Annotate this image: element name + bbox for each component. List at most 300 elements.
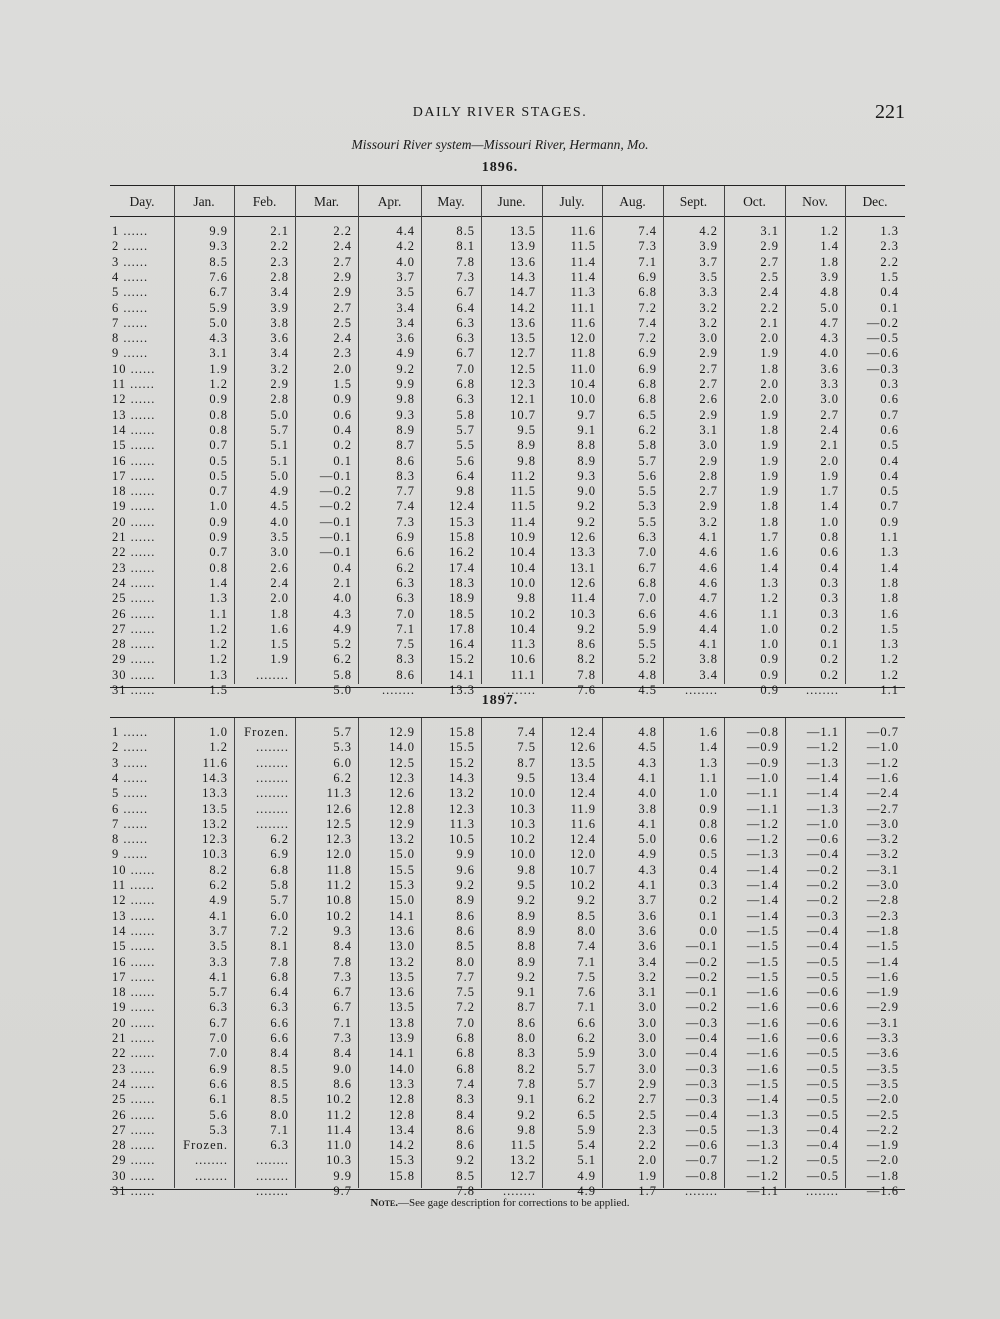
- value-cell: 6.2: [577, 1092, 596, 1107]
- value-cell: Frozen.: [244, 725, 289, 739]
- value-cell: —0.5: [806, 1153, 839, 1168]
- value-cell: 1.8: [270, 606, 289, 621]
- value-cell: 5.2: [638, 652, 657, 667]
- value-cell: ........: [256, 786, 289, 801]
- value-cell: 4.9: [577, 1184, 596, 1198]
- day-cell: 15 ......: [112, 438, 156, 453]
- value-cell: —1.4: [746, 893, 779, 908]
- value-cell: 0.7: [209, 484, 228, 499]
- value-cell: 8.5: [577, 908, 596, 923]
- value-cell: —1.2: [746, 1168, 779, 1183]
- value-cell: 3.7: [209, 923, 228, 938]
- value-cell: —1.4: [746, 1092, 779, 1107]
- day-cell: 10 ......: [112, 862, 156, 877]
- table-row: [0, 1046, 1000, 1061]
- value-cell: 17.4: [449, 560, 475, 575]
- value-cell: 6.7: [209, 285, 228, 300]
- value-cell: —1.4: [746, 878, 779, 892]
- value-cell: 2.1: [270, 224, 289, 238]
- value-cell: 1.5: [880, 621, 899, 636]
- table-row: [0, 1108, 1000, 1123]
- value-cell: 0.9: [880, 514, 899, 529]
- value-cell: —0.8: [746, 725, 779, 739]
- value-cell: 9.5: [517, 770, 536, 785]
- value-cell: —0.5: [806, 1076, 839, 1091]
- value-cell: 8.6: [456, 1122, 475, 1137]
- value-cell: 15.0: [389, 847, 415, 862]
- table-row: [0, 832, 1000, 847]
- value-cell: ........: [256, 667, 289, 682]
- value-cell: 2.7: [333, 254, 352, 269]
- value-cell: 12.4: [449, 499, 475, 514]
- table-row: [0, 499, 1000, 514]
- day-cell: 17 ......: [112, 969, 156, 984]
- value-cell: 4.2: [699, 224, 718, 238]
- value-cell: 3.0: [820, 392, 839, 407]
- day-cell: 16 ......: [112, 954, 156, 969]
- value-cell: 4.1: [209, 908, 228, 923]
- value-cell: 1.3: [209, 667, 228, 682]
- value-cell: —0.5: [806, 1092, 839, 1107]
- value-cell: 6.8: [270, 862, 289, 877]
- value-cell: 2.9: [333, 285, 352, 300]
- value-cell: 5.0: [270, 468, 289, 483]
- value-cell: 8.0: [577, 923, 596, 938]
- value-cell: 13.2: [389, 832, 415, 847]
- value-cell: 13.5: [389, 1000, 415, 1015]
- value-cell: 11.9: [570, 801, 596, 816]
- value-cell: 1.4: [760, 560, 779, 575]
- value-cell: 4.3: [820, 331, 839, 346]
- value-cell: ........: [685, 683, 718, 697]
- table-row: [0, 607, 1000, 622]
- value-cell: 10.0: [510, 786, 536, 801]
- value-cell: 12.0: [570, 847, 596, 862]
- value-cell: 8.5: [270, 1092, 289, 1107]
- value-cell: 12.7: [510, 346, 536, 361]
- value-cell: 3.8: [638, 801, 657, 816]
- value-cell: 7.5: [577, 969, 596, 984]
- table-row: [0, 970, 1000, 985]
- value-cell: 2.4: [333, 239, 352, 254]
- value-cell: 9.9: [209, 224, 228, 238]
- value-cell: 0.8: [209, 422, 228, 437]
- value-cell: 0.6: [880, 392, 899, 407]
- table-row: [0, 377, 1000, 392]
- value-cell: ........: [806, 1184, 839, 1198]
- value-cell: 7.7: [396, 484, 415, 499]
- value-cell: 7.4: [456, 1076, 475, 1091]
- value-cell: ........: [256, 755, 289, 770]
- value-cell: 4.3: [638, 862, 657, 877]
- value-cell: 8.6: [456, 1138, 475, 1153]
- day-cell: 31 ......: [112, 683, 156, 697]
- day-cell: 13 ......: [112, 407, 156, 422]
- day-cell: 30 ......: [112, 1168, 156, 1183]
- value-cell: 5.7: [333, 725, 352, 739]
- value-cell: 6.9: [209, 1061, 228, 1076]
- value-cell: 6.0: [333, 755, 352, 770]
- value-cell: 1.4: [699, 740, 718, 755]
- table-row: [0, 924, 1000, 939]
- value-cell: 1.0: [820, 514, 839, 529]
- table-row: [0, 955, 1000, 970]
- day-cell: 3 ......: [112, 755, 149, 770]
- value-cell: —1.4: [866, 954, 899, 969]
- value-cell: —1.2: [866, 755, 899, 770]
- value-cell: 2.1: [820, 438, 839, 453]
- value-cell: 9.0: [577, 484, 596, 499]
- running-title: DAILY RIVER STAGES.: [412, 105, 588, 120]
- value-cell: 10.7: [510, 407, 536, 422]
- value-cell: 5.7: [577, 1076, 596, 1091]
- value-cell: 8.7: [517, 1000, 536, 1015]
- value-cell: 9.3: [577, 468, 596, 483]
- day-cell: 13 ......: [112, 908, 156, 923]
- day-cell: 3 ......: [112, 254, 149, 269]
- value-cell: —2.8: [866, 893, 899, 908]
- value-cell: —0.3: [806, 908, 839, 923]
- value-cell: 2.1: [760, 315, 779, 330]
- value-cell: 13.2: [389, 954, 415, 969]
- value-cell: ........: [685, 1184, 718, 1198]
- value-cell: 1.3: [699, 755, 718, 770]
- value-cell: 3.2: [638, 969, 657, 984]
- day-cell: 9 ......: [112, 847, 149, 862]
- value-cell: —1.0: [866, 740, 899, 755]
- value-cell: 3.4: [396, 315, 415, 330]
- value-cell: —1.6: [746, 985, 779, 1000]
- value-cell: 1.2: [209, 621, 228, 636]
- value-cell: 1.9: [209, 361, 228, 376]
- value-cell: 6.6: [396, 545, 415, 560]
- value-cell: 1.3: [880, 545, 899, 560]
- value-cell: 2.9: [699, 407, 718, 422]
- value-cell: 9.6: [456, 862, 475, 877]
- value-cell: 4.8: [638, 725, 657, 739]
- value-cell: —0.4: [685, 1031, 718, 1045]
- value-cell: 5.9: [577, 1046, 596, 1061]
- table-row: [0, 1153, 1000, 1168]
- value-cell: 9.2: [577, 499, 596, 514]
- value-cell: —1.6: [746, 1015, 779, 1030]
- value-cell: —0.1: [319, 514, 352, 529]
- value-cell: —0.4: [806, 939, 839, 954]
- table-row: [0, 622, 1000, 637]
- value-cell: 3.6: [270, 331, 289, 346]
- value-cell: 9.5: [517, 878, 536, 892]
- value-cell: 0.9: [760, 667, 779, 682]
- column-header: July.: [559, 194, 585, 209]
- value-cell: —0.7: [685, 1153, 718, 1168]
- value-cell: ........: [256, 1184, 289, 1198]
- value-cell: Frozen.: [183, 1138, 228, 1153]
- day-cell: 14 ......: [112, 923, 156, 938]
- value-cell: 3.7: [396, 269, 415, 284]
- value-cell: 6.8: [638, 392, 657, 407]
- value-cell: 6.4: [270, 985, 289, 1000]
- value-cell: 1.5: [333, 377, 352, 391]
- value-cell: ........: [382, 683, 415, 697]
- table-row: [0, 545, 1000, 560]
- value-cell: 7.4: [638, 315, 657, 330]
- value-cell: —2.4: [866, 786, 899, 801]
- day-cell: 16 ......: [112, 453, 156, 468]
- value-cell: 10.2: [510, 832, 536, 847]
- value-cell: 9.8: [517, 1122, 536, 1137]
- value-cell: —1.2: [746, 1153, 779, 1168]
- year-1896-heading: 1896.: [481, 160, 519, 175]
- table-row: [0, 1123, 1000, 1138]
- value-cell: 7.5: [456, 985, 475, 1000]
- value-cell: 5.1: [577, 1153, 596, 1168]
- day-cell: 6 ......: [112, 801, 149, 816]
- value-cell: 8.0: [456, 954, 475, 969]
- value-cell: 9.2: [517, 1107, 536, 1122]
- value-cell: 5.2: [333, 637, 352, 652]
- value-cell: 14.3: [510, 269, 536, 284]
- value-cell: 10.9: [510, 530, 536, 544]
- value-cell: 7.4: [577, 939, 596, 954]
- value-cell: 7.5: [517, 740, 536, 755]
- value-cell: 7.1: [396, 621, 415, 636]
- value-cell: 8.9: [517, 954, 536, 969]
- value-cell: —1.6: [866, 969, 899, 984]
- value-cell: 9.1: [517, 1092, 536, 1107]
- value-cell: 9.8: [456, 484, 475, 499]
- value-cell: 10.3: [570, 606, 596, 621]
- value-cell: 1.0: [209, 725, 228, 739]
- value-cell: 7.0: [638, 591, 657, 606]
- table-row: [0, 362, 1000, 377]
- table-row: [0, 878, 1000, 893]
- value-cell: 14.0: [389, 740, 415, 755]
- value-cell: 10.2: [570, 878, 596, 892]
- value-cell: 1.4: [880, 560, 899, 575]
- value-cell: 3.4: [638, 954, 657, 969]
- value-cell: —0.3: [685, 1061, 718, 1076]
- value-cell: 0.9: [209, 530, 228, 544]
- day-cell: 29 ......: [112, 1153, 156, 1168]
- value-cell: 10.0: [570, 392, 596, 407]
- value-cell: —2.5: [866, 1107, 899, 1122]
- value-cell: 8.1: [270, 939, 289, 954]
- value-cell: 12.6: [570, 530, 596, 544]
- value-cell: 11.4: [326, 1122, 352, 1137]
- value-cell: 1.8: [760, 499, 779, 514]
- value-cell: 8.4: [333, 939, 352, 954]
- day-cell: 30 ......: [112, 667, 156, 682]
- value-cell: 8.2: [209, 862, 228, 877]
- value-cell: 8.0: [270, 1107, 289, 1122]
- value-cell: 13.5: [202, 801, 228, 816]
- day-cell: 6 ......: [112, 300, 149, 315]
- value-cell: —1.5: [746, 954, 779, 969]
- value-cell: 7.1: [638, 254, 657, 269]
- value-cell: 5.7: [270, 422, 289, 437]
- value-cell: —1.1: [746, 1184, 779, 1198]
- column-header: Sept.: [679, 194, 708, 209]
- value-cell: 1.2: [760, 591, 779, 606]
- table-row: [0, 408, 1000, 423]
- value-cell: 1.9: [638, 1168, 657, 1183]
- value-cell: 4.1: [699, 530, 718, 544]
- value-cell: —0.6: [806, 832, 839, 847]
- value-cell: 0.3: [820, 606, 839, 621]
- day-cell: 11 ......: [112, 377, 155, 391]
- value-cell: —3.1: [866, 1015, 899, 1030]
- value-cell: 12.9: [389, 725, 415, 739]
- value-cell: 2.0: [333, 361, 352, 376]
- value-cell: 0.8: [209, 560, 228, 575]
- value-cell: 3.9: [820, 269, 839, 284]
- table-row: [0, 316, 1000, 331]
- value-cell: 4.9: [333, 621, 352, 636]
- day-cell: 7 ......: [112, 816, 149, 831]
- value-cell: 6.8: [456, 377, 475, 391]
- day-cell: 12 ......: [112, 392, 156, 407]
- value-cell: 6.8: [638, 377, 657, 391]
- value-cell: 1.9: [760, 346, 779, 361]
- value-cell: 16.2: [449, 545, 475, 560]
- value-cell: 14.2: [389, 1138, 415, 1153]
- value-cell: 2.9: [333, 269, 352, 284]
- value-cell: 1.6: [270, 621, 289, 636]
- value-cell: 13.1: [570, 560, 596, 575]
- day-cell: 1 ......: [112, 224, 149, 238]
- value-cell: 6.8: [638, 575, 657, 590]
- value-cell: —1.6: [746, 1000, 779, 1015]
- day-cell: 25 ......: [112, 591, 156, 606]
- value-cell: 0.9: [760, 652, 779, 667]
- value-cell: 9.9: [333, 1168, 352, 1183]
- value-cell: 15.2: [449, 755, 475, 770]
- value-cell: 11.0: [570, 361, 596, 376]
- day-cell: 12 ......: [112, 893, 156, 908]
- day-cell: 18 ......: [112, 985, 156, 1000]
- value-cell: 1.8: [880, 591, 899, 606]
- value-cell: 0.9: [333, 392, 352, 407]
- value-cell: 2.8: [270, 392, 289, 407]
- value-cell: 13.4: [389, 1122, 415, 1137]
- value-cell: 5.8: [270, 878, 289, 892]
- value-cell: 3.3: [820, 377, 839, 391]
- value-cell: 1.3: [760, 575, 779, 590]
- value-cell: 1.2: [209, 652, 228, 667]
- value-cell: 12.5: [326, 816, 352, 831]
- value-cell: 13.8: [389, 1015, 415, 1030]
- value-cell: 1.7: [760, 530, 779, 544]
- column-header: May.: [437, 194, 465, 209]
- value-cell: 11.6: [202, 755, 228, 770]
- value-cell: 3.2: [699, 315, 718, 330]
- day-cell: 22 ......: [112, 545, 156, 560]
- value-cell: 2.0: [270, 591, 289, 606]
- value-cell: 6.9: [638, 269, 657, 284]
- value-cell: —2.3: [866, 908, 899, 923]
- value-cell: 9.2: [456, 1153, 475, 1168]
- value-cell: —1.3: [806, 801, 839, 816]
- value-cell: 2.4: [820, 422, 839, 437]
- value-cell: 1.2: [820, 224, 839, 238]
- value-cell: 7.2: [270, 923, 289, 938]
- value-cell: 1.9: [760, 468, 779, 483]
- value-cell: 3.0: [638, 1046, 657, 1061]
- value-cell: 5.5: [456, 438, 475, 453]
- value-cell: 8.3: [396, 468, 415, 483]
- column-header: Jan.: [193, 194, 215, 209]
- value-cell: 1.8: [760, 422, 779, 437]
- value-cell: 1.2: [209, 377, 228, 391]
- value-cell: 5.0: [820, 300, 839, 315]
- column-header: Day.: [129, 194, 155, 209]
- value-cell: 7.8: [270, 954, 289, 969]
- day-cell: 27 ......: [112, 621, 156, 636]
- value-cell: 0.6: [699, 832, 718, 847]
- value-cell: 6.2: [333, 770, 352, 785]
- value-cell: 15.3: [389, 878, 415, 892]
- day-cell: 5 ......: [112, 285, 149, 300]
- value-cell: 1.4: [820, 239, 839, 254]
- value-cell: 0.5: [880, 484, 899, 499]
- value-cell: 5.7: [577, 1061, 596, 1076]
- value-cell: 2.9: [699, 453, 718, 468]
- value-cell: 5.1: [270, 453, 289, 468]
- value-cell: —2.0: [866, 1153, 899, 1168]
- table-row: [0, 484, 1000, 499]
- table-row: [0, 1169, 1000, 1184]
- value-cell: 7.2: [638, 331, 657, 346]
- value-cell: 1.9: [760, 407, 779, 422]
- value-cell: 7.2: [456, 1000, 475, 1015]
- value-cell: —1.0: [746, 770, 779, 785]
- value-cell: 12.0: [570, 331, 596, 346]
- value-cell: 5.0: [638, 832, 657, 847]
- value-cell: 2.5: [760, 269, 779, 284]
- value-cell: 8.5: [270, 1061, 289, 1076]
- value-cell: 8.4: [456, 1107, 475, 1122]
- value-cell: 13.5: [570, 755, 596, 770]
- table-row: [0, 1062, 1000, 1077]
- value-cell: 8.9: [577, 453, 596, 468]
- value-cell: 4.6: [699, 575, 718, 590]
- value-cell: —0.6: [806, 985, 839, 1000]
- value-cell: 3.1: [760, 224, 779, 238]
- value-cell: 9.8: [396, 392, 415, 407]
- value-cell: 1.7: [638, 1184, 657, 1198]
- value-cell: —3.2: [866, 832, 899, 847]
- value-cell: 4.5: [270, 499, 289, 514]
- value-cell: 2.0: [760, 392, 779, 407]
- value-cell: 8.4: [333, 1046, 352, 1061]
- table-row: [0, 802, 1000, 817]
- table-row: [0, 893, 1000, 908]
- value-cell: 6.3: [209, 1000, 228, 1015]
- value-cell: 5.0: [270, 407, 289, 422]
- value-cell: 14.2: [510, 300, 536, 315]
- value-cell: 8.4: [270, 1046, 289, 1061]
- value-cell: 6.2: [209, 878, 228, 892]
- value-cell: 0.4: [880, 453, 899, 468]
- value-cell: 8.6: [456, 908, 475, 923]
- value-cell: —0.1: [685, 985, 718, 1000]
- value-cell: —0.2: [319, 484, 352, 499]
- table-row: [0, 939, 1000, 954]
- value-cell: —0.6: [806, 1031, 839, 1045]
- value-cell: 4.7: [820, 315, 839, 330]
- value-cell: 5.5: [638, 637, 657, 652]
- value-cell: 8.5: [270, 1076, 289, 1091]
